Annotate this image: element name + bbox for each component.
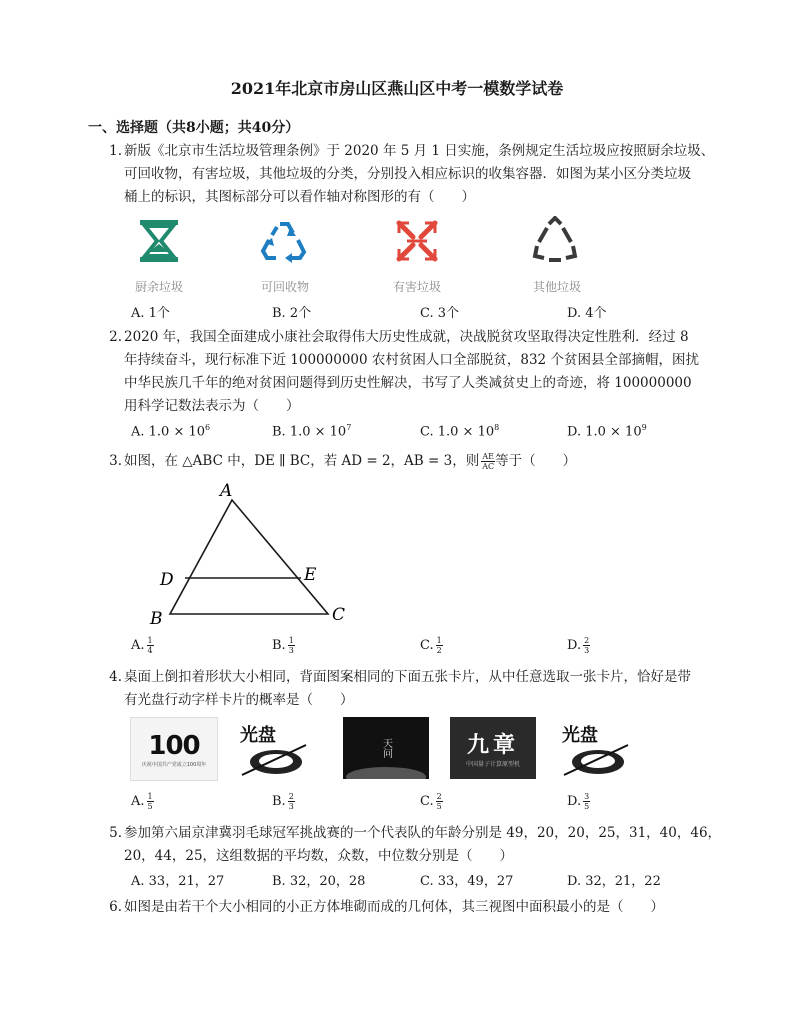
recycle-icon bbox=[260, 218, 308, 264]
point-label-d: D bbox=[160, 570, 174, 590]
question-text: 如图，在 △ABC 中，DE ∥ BC，若 AD = 2，AB = 3，则 bbox=[124, 453, 480, 469]
hazard-cross-icon bbox=[394, 218, 440, 264]
question-text: 用科学记数法表示为（ ） bbox=[124, 398, 300, 414]
option-letter: A. bbox=[131, 638, 145, 653]
option-b[interactable]: B. 32，20，28 bbox=[272, 874, 366, 889]
option-letter: C. bbox=[420, 794, 434, 809]
point-label-b: B bbox=[150, 609, 163, 628]
question-number: 1. bbox=[109, 143, 122, 159]
option-c[interactable]: C. 33，49，27 bbox=[420, 874, 514, 889]
question-text: 等于（ ） bbox=[495, 453, 577, 469]
fraction bbox=[436, 636, 443, 655]
question-number: 5. bbox=[109, 825, 122, 841]
question-number: 3. bbox=[109, 453, 122, 469]
exponent: 8 bbox=[494, 423, 500, 432]
numerator: 2 bbox=[288, 792, 294, 801]
option-a[interactable] bbox=[131, 636, 154, 655]
question-text: 年持续奋斗，现行标准下近 100000000 农村贫困人口全部脱贫，832 个贫困县全部摘帽，困扰 bbox=[124, 352, 699, 368]
question-text: 可回收物，有害垃圾，其他垃圾的分类，分别投入相应标识的收集容器．如图为某小区分类垃圾 bbox=[124, 166, 691, 182]
point-label-c: C bbox=[332, 605, 346, 625]
card-title: 光盘 bbox=[240, 725, 276, 746]
numerator: 2 bbox=[584, 636, 590, 645]
page-title: 2021年北京市房山区燕山区中考一模数学试卷 bbox=[230, 79, 564, 98]
option-letter: C. bbox=[420, 638, 434, 653]
option-c[interactable] bbox=[420, 636, 443, 655]
option-a[interactable]: A. 33，21，27 bbox=[131, 874, 225, 889]
option-b[interactable] bbox=[272, 423, 351, 439]
question-text: 参加第六届京津冀羽毛球冠军挑战赛的一个代表队的年龄分别是 49，20，20，25，31，40，46， bbox=[124, 825, 722, 841]
question-text: 中华民族几千年的绝对贫困问题得到历史性解决，书写了人类减贫史上的奇迹，将 100000000 bbox=[124, 375, 692, 391]
option-letter: D. bbox=[567, 638, 582, 653]
fraction bbox=[288, 636, 295, 655]
option-d[interactable] bbox=[567, 423, 647, 439]
option-a[interactable] bbox=[131, 423, 210, 439]
numerator: 1 bbox=[288, 636, 294, 645]
card-tianwen bbox=[343, 717, 429, 779]
option-c[interactable]: C. 3个 bbox=[420, 306, 460, 321]
option-text: A. 1.0 × 10 bbox=[131, 424, 206, 440]
option-d[interactable] bbox=[567, 636, 590, 655]
question-1 bbox=[108, 140, 714, 209]
other-waste-icon bbox=[530, 216, 580, 264]
denominator: 3 bbox=[288, 802, 294, 811]
question-text: 桌面上倒扣着形状大小相同，背面图案相同的下面五张卡片，从中任意选取一张卡片，恰好是带 bbox=[124, 669, 691, 685]
option-letter: A. bbox=[131, 794, 145, 809]
option-text: B. 1.0 × 10 bbox=[272, 424, 347, 440]
fraction bbox=[147, 636, 154, 655]
card-guangpan bbox=[558, 717, 644, 779]
denominator: 3 bbox=[584, 646, 590, 655]
card-caption: 庆祝中国共产党成立100周年 bbox=[141, 761, 207, 768]
numerator: AE bbox=[482, 452, 494, 461]
icon-label: 厨余垃圾 bbox=[134, 280, 183, 294]
denominator: 5 bbox=[584, 802, 590, 811]
card-guangpan bbox=[236, 717, 322, 779]
fraction bbox=[583, 792, 590, 811]
numerator: 3 bbox=[584, 792, 590, 801]
option-letter: B. bbox=[272, 794, 286, 809]
option-letter: B. bbox=[272, 638, 286, 653]
question-number: 6. bbox=[109, 899, 122, 915]
question-2 bbox=[108, 326, 699, 418]
question-number: 2. bbox=[109, 329, 122, 345]
exponent: 7 bbox=[346, 423, 352, 432]
numerator: 1 bbox=[147, 792, 153, 801]
card-100 bbox=[130, 717, 218, 781]
denominator: AC bbox=[482, 462, 495, 471]
question-text: 20，44，25，这组数据的平均数，众数，中位数分别是（ ） bbox=[124, 848, 514, 864]
denominator: 3 bbox=[288, 646, 294, 655]
option-c[interactable] bbox=[420, 423, 499, 439]
denominator: 5 bbox=[436, 802, 442, 811]
card-title: 100 bbox=[148, 730, 200, 761]
denominator: 5 bbox=[147, 802, 153, 811]
card-title: 光盘 bbox=[562, 725, 598, 746]
exponent: 9 bbox=[641, 423, 647, 432]
card-caption: 中国量子计算原型机 bbox=[465, 761, 520, 768]
option-text: C. 1.0 × 10 bbox=[420, 424, 495, 440]
option-a[interactable] bbox=[131, 792, 154, 811]
fraction bbox=[481, 452, 495, 471]
question-number: 4. bbox=[109, 669, 122, 685]
numerator: 2 bbox=[436, 792, 442, 801]
question-text: 2020 年，我国全面建成小康社会取得伟大历史性成就，决战脱贫攻坚取得决定性胜利．经过 8 bbox=[124, 329, 689, 345]
option-d[interactable]: D. 32，21，22 bbox=[567, 874, 661, 889]
option-b[interactable] bbox=[272, 792, 295, 811]
point-label-e: E bbox=[304, 565, 317, 585]
triangle-abc bbox=[170, 500, 328, 614]
option-letter: D. bbox=[567, 794, 582, 809]
question-text: 如图是由若干个大小相同的小正方体堆砌而成的几何体，其三视图中面积最小的是（ ） bbox=[124, 899, 664, 915]
option-c[interactable] bbox=[420, 792, 443, 811]
question-text: 有光盘行动字样卡片的概率是（ ） bbox=[124, 692, 354, 708]
card-title: 天问 bbox=[380, 738, 392, 758]
option-b[interactable] bbox=[272, 636, 295, 655]
triangle-figure bbox=[140, 478, 360, 628]
fraction bbox=[147, 792, 154, 811]
section-heading: 一、选择题（共8小题；共40分） bbox=[88, 120, 300, 136]
hourglass-icon bbox=[136, 218, 182, 264]
question-text: 新版《北京市生活垃圾管理条例》于 2020 年 5 月 1 日实施，条例规定生活垃圾应按照厨余垃圾、 bbox=[124, 143, 715, 159]
numerator: 1 bbox=[147, 636, 153, 645]
numerator: 1 bbox=[436, 636, 442, 645]
fraction bbox=[583, 636, 590, 655]
question-5 bbox=[108, 822, 721, 868]
exponent: 6 bbox=[205, 423, 211, 432]
denominator: 4 bbox=[147, 646, 153, 655]
fraction bbox=[436, 792, 443, 811]
question-4 bbox=[108, 666, 691, 712]
fraction bbox=[288, 792, 295, 811]
option-d[interactable]: D. 4个 bbox=[567, 306, 607, 321]
question-6 bbox=[108, 896, 664, 919]
card-title: 九章 bbox=[466, 732, 519, 758]
option-a[interactable]: A. 1个 bbox=[131, 306, 170, 321]
icon-label: 可回收物 bbox=[260, 280, 309, 294]
point-label-a: A bbox=[220, 481, 233, 501]
option-b[interactable]: B. 2个 bbox=[272, 306, 312, 321]
icon-label: 其他垃圾 bbox=[532, 280, 581, 294]
question-text: 桶上的标识，其图标部分可以看作轴对称图形的有（ ） bbox=[124, 189, 475, 205]
icon-label: 有害垃圾 bbox=[392, 280, 441, 294]
option-text: D. 1.0 × 10 bbox=[567, 424, 642, 440]
option-d[interactable] bbox=[567, 792, 590, 811]
card-jiuzhang bbox=[450, 717, 536, 779]
question-3 bbox=[108, 450, 576, 473]
denominator: 2 bbox=[436, 646, 442, 655]
